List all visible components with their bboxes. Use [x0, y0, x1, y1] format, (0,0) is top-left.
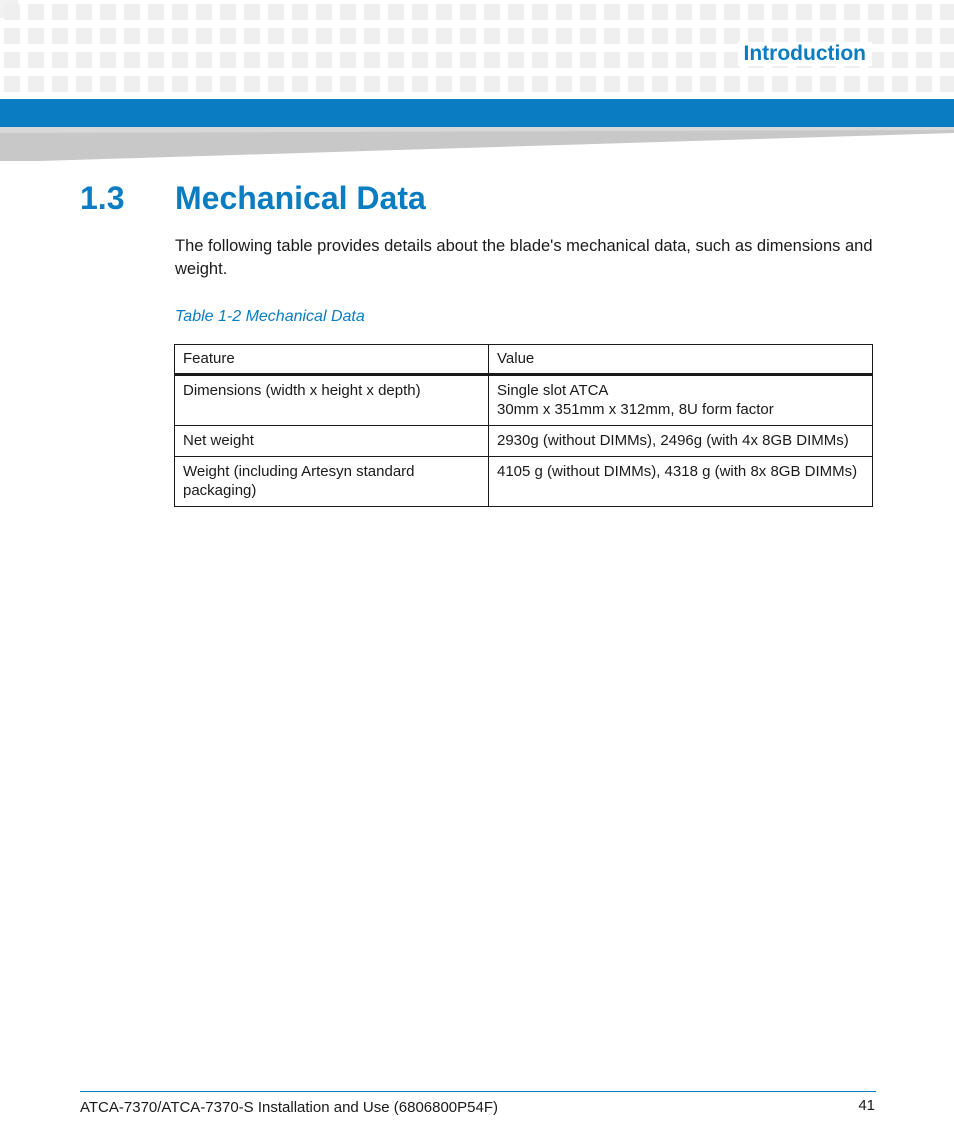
- footer-rule: [80, 1091, 876, 1092]
- feature-cell: Weight (including Artesyn standard packaging): [175, 457, 489, 507]
- page-number: 41: [858, 1097, 875, 1114]
- value-cell: [489, 426, 873, 457]
- table-row: [175, 426, 873, 457]
- mechanical-data-table: [174, 344, 873, 507]
- table-row: [175, 375, 873, 426]
- feature-cell: Dimensions (width x height x depth): [175, 375, 489, 426]
- column-header-value: Value: [489, 345, 873, 375]
- header-pattern: [0, 0, 954, 98]
- chapter-title: Introduction: [738, 42, 872, 66]
- section-title: Mechanical Data: [175, 180, 426, 216]
- value-line: 2930g (without DIMMs), 2496g (with 4x 8GB DIMMs): [497, 432, 849, 449]
- value-line: Single slot ATCA: [497, 382, 609, 399]
- table-caption: Table 1-2 Mechanical Data: [175, 308, 365, 325]
- value-line: 4105 g (without DIMMs), 4318 g (with 8x 8GB DIMMs): [497, 463, 858, 480]
- footer-document-title: ATCA-7370/ATCA-7370-S Installation and Use (6806800P54F): [80, 1099, 499, 1116]
- intro-paragraph: The following table provides details about the blade's mechanical data, such as dimensions and weight.: [175, 237, 873, 278]
- section-heading: [80, 180, 426, 217]
- feature-cell: Net weight: [175, 426, 489, 457]
- column-header-feature: Feature: [175, 345, 489, 375]
- value-cell: [489, 457, 873, 507]
- header-gray-swoosh: [0, 127, 954, 163]
- table-row: [175, 457, 873, 507]
- value-cell: [489, 375, 873, 426]
- table-header-row: [175, 345, 873, 375]
- section-number: 1.3: [80, 180, 125, 216]
- header-blue-band: [0, 99, 954, 127]
- value-line: 30mm x 351mm x 312mm, 8U form factor: [497, 401, 774, 418]
